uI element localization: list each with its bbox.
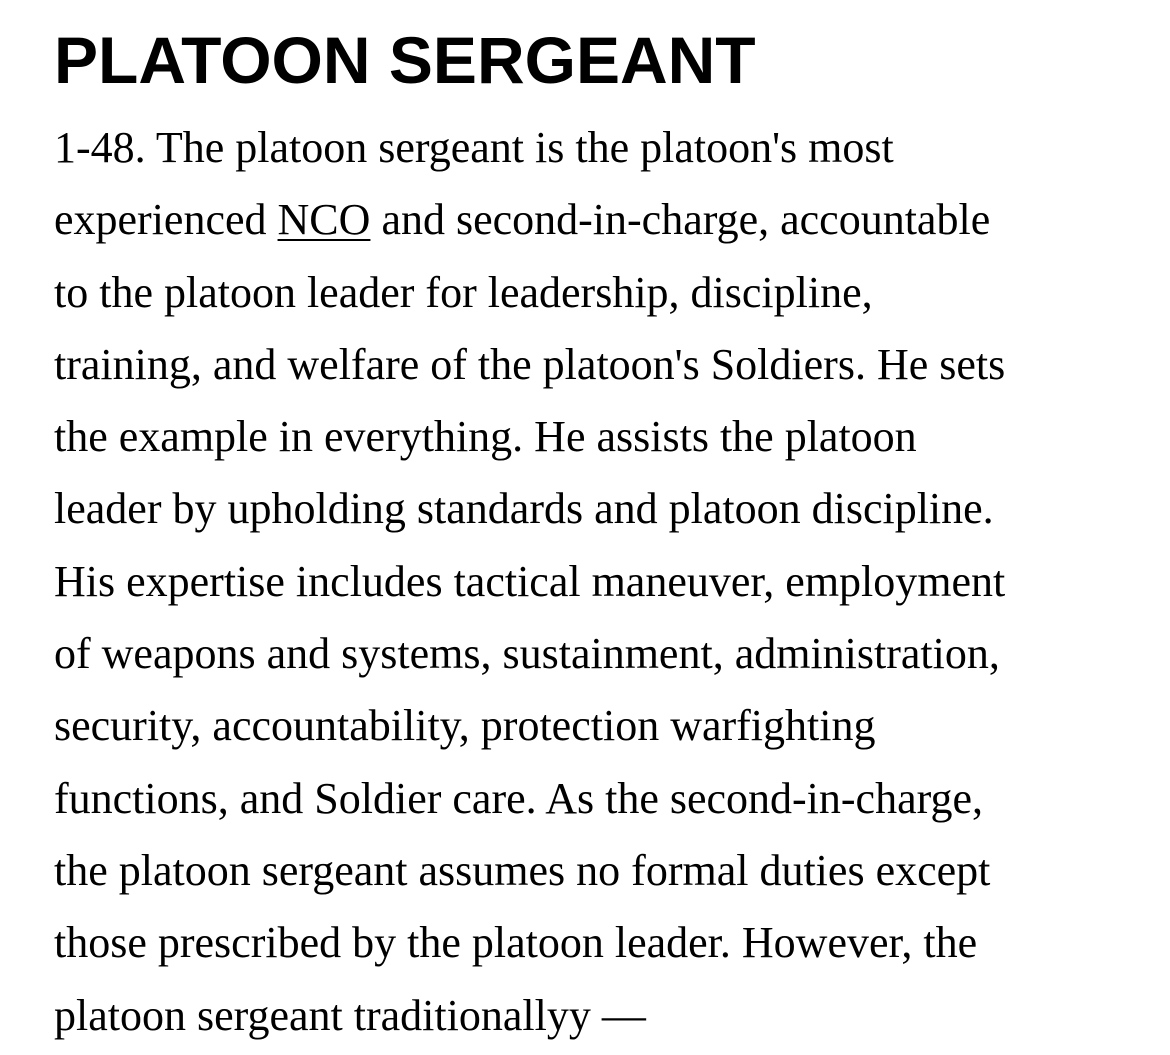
paragraph-text: and second-in-charge, accountable [370,195,991,245]
nco-link[interactable]: NCO [277,195,371,245]
paragraph-1-48 [54,112,1154,1052]
paragraph-line [54,184,1154,256]
paragraph-line: functions, and Soldier care. As the second-in-charge, [54,773,984,823]
paragraph-line: to the platoon leader for leadership, discipline, [54,267,873,317]
document-page [54,22,1154,1052]
paragraph-line: His expertise includes tactical maneuver, employment [54,556,1006,606]
paragraph-line: 1-48. The platoon sergeant is the platoon's most [54,123,894,172]
paragraph-line: training, and welfare of the platoon's Soldiers. He sets [54,339,1006,389]
paragraph-line: platoon sergeant traditionallyy — [54,990,646,1040]
paragraph-line: of weapons and systems, sustainment, administration, [54,629,1000,679]
paragraph-line: the example in everything. He assists the platoon [54,412,917,462]
paragraph-line: leader by upholding standards and platoon discipline. [54,484,994,534]
paragraph-text: experienced [54,195,278,245]
paragraph-line: security, accountability, protection warfighting [54,701,876,751]
section-heading: PLATOON SERGEANT [54,23,756,97]
paragraph-line: those prescribed by the platoon leader. However, the [54,918,978,968]
paragraph-line: the platoon sergeant assumes no formal duties except [54,845,991,895]
